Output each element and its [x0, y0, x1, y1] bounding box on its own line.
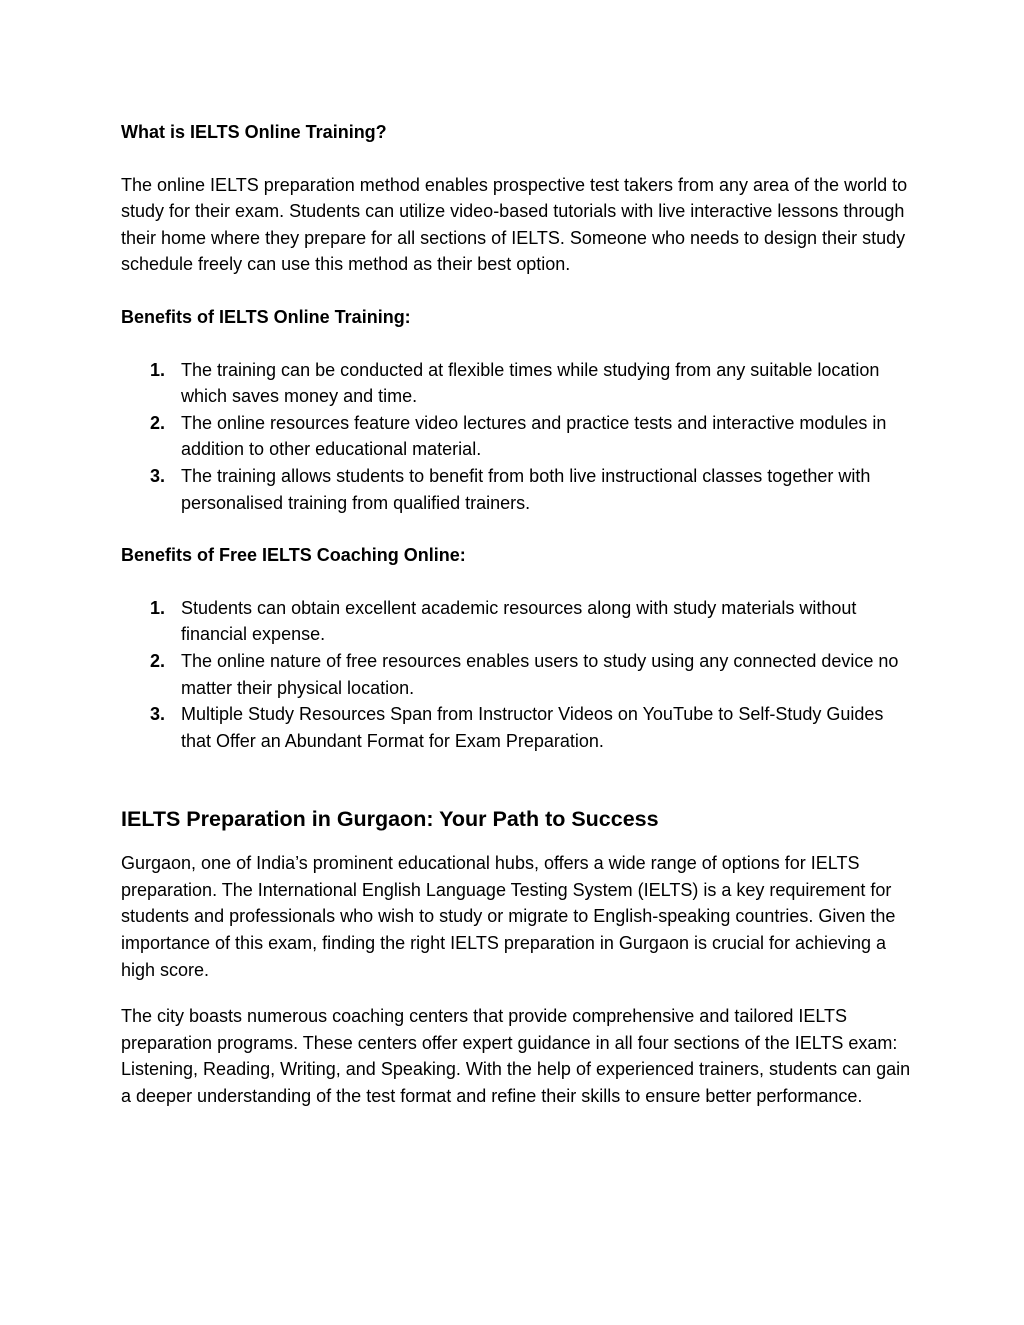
gurgaon-paragraph-1: Gurgaon, one of India’s prominent educational hubs, offers a wide range of options for IELTS preparation. The International English Language Testing System (IELTS) is a key requirement for students and professionals who wish to study or migrate to English-speaking countries. Given the importance of this exam, finding the right IELTS preparation in Gurgaon is crucial for achieving a high score. [121, 853, 896, 980]
section-heading-gurgaon: IELTS Preparation in Gurgaon: Your Path to Success [121, 807, 659, 832]
list-item-text: The online nature of free resources enables users to study using any connected device no matter their physical location. [181, 650, 899, 698]
section-heading-online-training: What is IELTS Online Training? [121, 122, 387, 142]
list-item [121, 410, 911, 463]
list-number: 1. [150, 359, 166, 380]
gurgaon-paragraph-2: The city boasts numerous coaching centers that provide comprehensive and tailored IELTS preparation programs. These centers offer expert guidance in all four sections of the IELTS exam: Listening, Reading, Writing, and Speaking. With the help of experienced trainers, students can gain a deeper understanding of the test format and refine their skills to ensure better performance. [121, 1006, 911, 1107]
list-item-text: Students can obtain excellent academic resources along with study materials without financial expense. [181, 597, 857, 645]
list-number: 3. [150, 704, 166, 725]
list-item [121, 463, 911, 516]
list-item-text: The training can be conducted at flexible times while studying from any suitable location which saves money and time. [181, 359, 880, 407]
online-training-paragraph: The online IELTS preparation method enables prospective test takers from any area of the world to study for their exam. Students can utilize video-based tutorials with live interactive lessons through their home where they prepare for all sections of IELTS. Someone who needs to design their study schedule freely can use this method as their best option. [121, 174, 908, 275]
list-item-text: The training allows students to benefit from both live instructional classes together with personalised training from qualified trainers. [181, 465, 871, 513]
list-item [121, 357, 911, 410]
document-page [121, 0, 911, 1110]
list-number: 2. [150, 412, 166, 433]
list-item [121, 595, 911, 648]
list-number: 1. [150, 597, 166, 618]
list-item [121, 648, 911, 701]
list-number: 3. [150, 465, 166, 486]
section-heading-benefits-online-training: Benefits of IELTS Online Training: [121, 306, 411, 327]
list-item-text: Multiple Study Resources Span from Instructor Videos on YouTube to Self-Study Guides that Offer an Abundant Format for Exam Preparation. [181, 704, 884, 751]
section-heading-free-coaching: Benefits of Free IELTS Coaching Online: [121, 545, 466, 566]
benefits-online-training-list [121, 357, 911, 517]
list-item-text: The online resources feature video lectures and practice tests and interactive modules in addition to other educational material. [181, 412, 887, 460]
benefits-free-coaching-list [121, 595, 911, 755]
list-number: 2. [150, 650, 166, 671]
list-item [121, 701, 911, 754]
